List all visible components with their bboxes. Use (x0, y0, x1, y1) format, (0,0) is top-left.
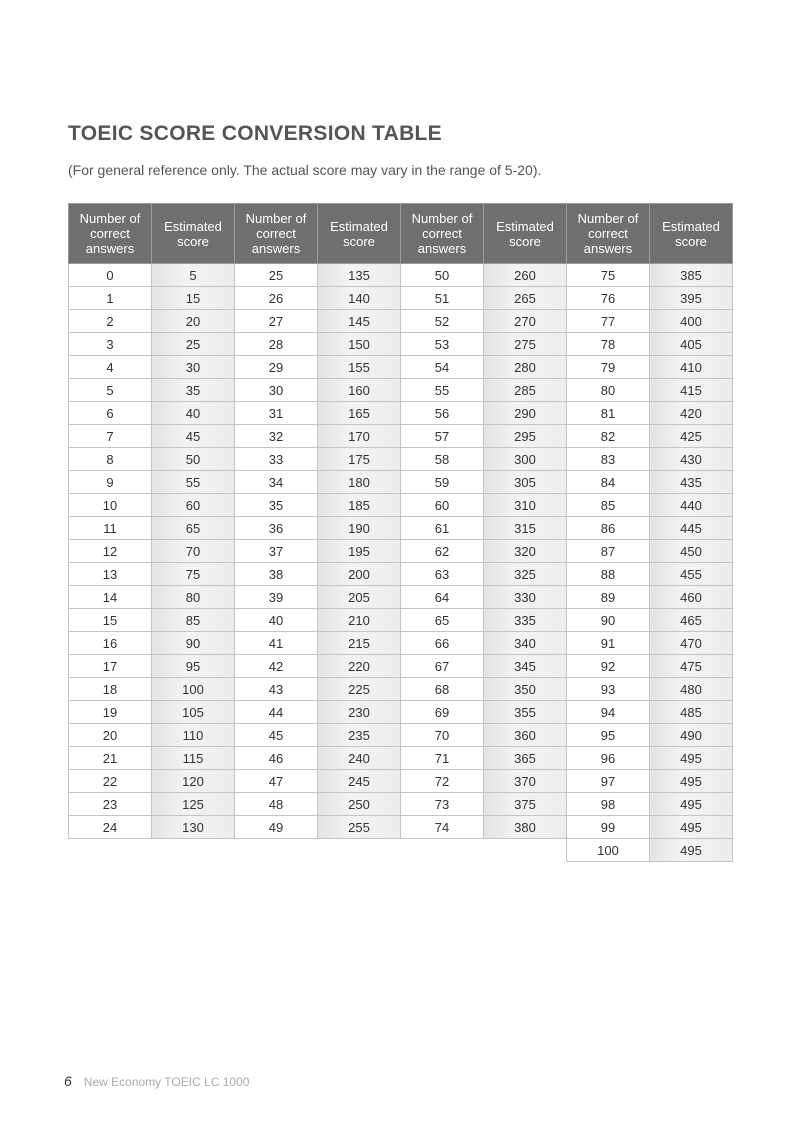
header-correct-answers: Number of correct answers (567, 204, 650, 264)
correct-answers-cell: 87 (567, 540, 650, 563)
empty-cell (235, 839, 401, 862)
estimated-score-cell: 475 (650, 655, 733, 678)
estimated-score-cell: 445 (650, 517, 733, 540)
correct-answers-cell: 80 (567, 379, 650, 402)
estimated-score-cell: 250 (318, 793, 401, 816)
correct-answers-cell: 94 (567, 701, 650, 724)
footer (64, 1073, 249, 1089)
correct-answers-cell: 90 (567, 609, 650, 632)
estimated-score-cell: 50 (152, 448, 235, 471)
estimated-score-cell: 110 (152, 724, 235, 747)
estimated-score-cell: 205 (318, 586, 401, 609)
correct-answers-cell: 38 (235, 563, 318, 586)
correct-answers-cell: 99 (567, 816, 650, 839)
correct-answers-cell: 68 (401, 678, 484, 701)
estimated-score-cell: 305 (484, 471, 567, 494)
header-estimated-score: Estimated score (318, 204, 401, 264)
correct-answers-cell: 1 (69, 287, 152, 310)
correct-answers-cell: 60 (401, 494, 484, 517)
correct-answers-cell: 91 (567, 632, 650, 655)
correct-answers-cell: 21 (69, 747, 152, 770)
table-row (69, 609, 733, 632)
correct-answers-cell: 11 (69, 517, 152, 540)
table-row (69, 839, 733, 862)
estimated-score-cell: 400 (650, 310, 733, 333)
correct-answers-cell: 0 (69, 264, 152, 287)
estimated-score-cell: 275 (484, 333, 567, 356)
correct-answers-cell: 20 (69, 724, 152, 747)
estimated-score-cell: 380 (484, 816, 567, 839)
estimated-score-cell: 435 (650, 471, 733, 494)
correct-answers-cell: 46 (235, 747, 318, 770)
correct-answers-cell: 39 (235, 586, 318, 609)
empty-cell (401, 839, 567, 862)
correct-answers-cell: 85 (567, 494, 650, 517)
correct-answers-cell: 79 (567, 356, 650, 379)
page-number: 6 (64, 1073, 72, 1089)
correct-answers-cell: 75 (567, 264, 650, 287)
correct-answers-cell: 48 (235, 793, 318, 816)
correct-answers-cell: 70 (401, 724, 484, 747)
estimated-score-cell: 195 (318, 540, 401, 563)
estimated-score-cell: 20 (152, 310, 235, 333)
estimated-score-cell: 450 (650, 540, 733, 563)
estimated-score-cell: 490 (650, 724, 733, 747)
table-row (69, 655, 733, 678)
estimated-score-cell: 375 (484, 793, 567, 816)
estimated-score-cell: 5 (152, 264, 235, 287)
estimated-score-cell: 190 (318, 517, 401, 540)
correct-answers-cell: 2 (69, 310, 152, 333)
correct-answers-cell: 49 (235, 816, 318, 839)
estimated-score-cell: 420 (650, 402, 733, 425)
estimated-score-cell: 25 (152, 333, 235, 356)
correct-answers-cell: 59 (401, 471, 484, 494)
header-estimated-score: Estimated score (650, 204, 733, 264)
estimated-score-cell: 200 (318, 563, 401, 586)
estimated-score-cell: 55 (152, 471, 235, 494)
header-correct-answers: Number of correct answers (69, 204, 152, 264)
estimated-score-cell: 430 (650, 448, 733, 471)
estimated-score-cell: 495 (650, 747, 733, 770)
correct-answers-cell: 40 (235, 609, 318, 632)
correct-answers-cell: 71 (401, 747, 484, 770)
correct-answers-cell: 13 (69, 563, 152, 586)
correct-answers-cell: 82 (567, 425, 650, 448)
correct-answers-cell: 19 (69, 701, 152, 724)
table-row (69, 448, 733, 471)
correct-answers-cell: 52 (401, 310, 484, 333)
correct-answers-cell: 81 (567, 402, 650, 425)
book-title: New Economy TOEIC LC 1000 (83, 1075, 250, 1089)
correct-answers-cell: 72 (401, 770, 484, 793)
correct-answers-cell: 36 (235, 517, 318, 540)
estimated-score-cell: 465 (650, 609, 733, 632)
correct-answers-cell: 98 (567, 793, 650, 816)
correct-answers-cell: 84 (567, 471, 650, 494)
correct-answers-cell: 9 (69, 471, 152, 494)
table-row (69, 333, 733, 356)
table-row (69, 402, 733, 425)
estimated-score-cell: 70 (152, 540, 235, 563)
estimated-score-cell: 140 (318, 287, 401, 310)
correct-answers-cell: 24 (69, 816, 152, 839)
correct-answers-cell: 43 (235, 678, 318, 701)
estimated-score-cell: 130 (152, 816, 235, 839)
correct-answers-cell: 26 (235, 287, 318, 310)
estimated-score-cell: 495 (650, 839, 733, 862)
correct-answers-cell: 18 (69, 678, 152, 701)
correct-answers-cell: 56 (401, 402, 484, 425)
estimated-score-cell: 255 (318, 816, 401, 839)
correct-answers-cell: 100 (567, 839, 650, 862)
estimated-score-cell: 45 (152, 425, 235, 448)
estimated-score-cell: 495 (650, 793, 733, 816)
estimated-score-cell: 90 (152, 632, 235, 655)
correct-answers-cell: 51 (401, 287, 484, 310)
correct-answers-cell: 69 (401, 701, 484, 724)
correct-answers-cell: 8 (69, 448, 152, 471)
estimated-score-cell: 105 (152, 701, 235, 724)
table-row (69, 494, 733, 517)
estimated-score-cell: 370 (484, 770, 567, 793)
estimated-score-cell: 220 (318, 655, 401, 678)
estimated-score-cell: 60 (152, 494, 235, 517)
correct-answers-cell: 67 (401, 655, 484, 678)
correct-answers-cell: 65 (401, 609, 484, 632)
estimated-score-cell: 355 (484, 701, 567, 724)
estimated-score-cell: 95 (152, 655, 235, 678)
table-row (69, 471, 733, 494)
estimated-score-cell: 320 (484, 540, 567, 563)
estimated-score-cell: 215 (318, 632, 401, 655)
table-row (69, 563, 733, 586)
correct-answers-cell: 77 (567, 310, 650, 333)
correct-answers-cell: 14 (69, 586, 152, 609)
correct-answers-cell: 34 (235, 471, 318, 494)
estimated-score-cell: 330 (484, 586, 567, 609)
table-row (69, 586, 733, 609)
estimated-score-cell: 325 (484, 563, 567, 586)
empty-cell (69, 839, 235, 862)
estimated-score-cell: 385 (650, 264, 733, 287)
estimated-score-cell: 285 (484, 379, 567, 402)
estimated-score-cell: 135 (318, 264, 401, 287)
correct-answers-cell: 63 (401, 563, 484, 586)
estimated-score-cell: 365 (484, 747, 567, 770)
estimated-score-cell: 485 (650, 701, 733, 724)
correct-answers-cell: 42 (235, 655, 318, 678)
estimated-score-cell: 265 (484, 287, 567, 310)
estimated-score-cell: 480 (650, 678, 733, 701)
estimated-score-cell: 230 (318, 701, 401, 724)
correct-answers-cell: 88 (567, 563, 650, 586)
correct-answers-cell: 78 (567, 333, 650, 356)
table-row (69, 770, 733, 793)
estimated-score-cell: 360 (484, 724, 567, 747)
header-estimated-score: Estimated score (484, 204, 567, 264)
correct-answers-cell: 86 (567, 517, 650, 540)
correct-answers-cell: 31 (235, 402, 318, 425)
correct-answers-cell: 55 (401, 379, 484, 402)
correct-answers-cell: 97 (567, 770, 650, 793)
estimated-score-cell: 160 (318, 379, 401, 402)
header-correct-answers: Number of correct answers (235, 204, 318, 264)
header-correct-answers: Number of correct answers (401, 204, 484, 264)
table-row (69, 747, 733, 770)
estimated-score-cell: 310 (484, 494, 567, 517)
correct-answers-cell: 30 (235, 379, 318, 402)
table-row (69, 310, 733, 333)
estimated-score-cell: 410 (650, 356, 733, 379)
correct-answers-cell: 44 (235, 701, 318, 724)
correct-answers-cell: 17 (69, 655, 152, 678)
estimated-score-cell: 15 (152, 287, 235, 310)
correct-answers-cell: 6 (69, 402, 152, 425)
estimated-score-cell: 40 (152, 402, 235, 425)
correct-answers-cell: 53 (401, 333, 484, 356)
estimated-score-cell: 415 (650, 379, 733, 402)
estimated-score-cell: 210 (318, 609, 401, 632)
table-row (69, 264, 733, 287)
estimated-score-cell: 495 (650, 816, 733, 839)
estimated-score-cell: 30 (152, 356, 235, 379)
correct-answers-cell: 29 (235, 356, 318, 379)
estimated-score-cell: 245 (318, 770, 401, 793)
table-row (69, 724, 733, 747)
correct-answers-cell: 16 (69, 632, 152, 655)
correct-answers-cell: 58 (401, 448, 484, 471)
header-estimated-score: Estimated score (152, 204, 235, 264)
estimated-score-cell: 165 (318, 402, 401, 425)
estimated-score-cell: 35 (152, 379, 235, 402)
estimated-score-cell: 455 (650, 563, 733, 586)
estimated-score-cell: 115 (152, 747, 235, 770)
estimated-score-cell: 145 (318, 310, 401, 333)
correct-answers-cell: 62 (401, 540, 484, 563)
table-row (69, 540, 733, 563)
estimated-score-cell: 460 (650, 586, 733, 609)
estimated-score-cell: 125 (152, 793, 235, 816)
correct-answers-cell: 27 (235, 310, 318, 333)
estimated-score-cell: 470 (650, 632, 733, 655)
correct-answers-cell: 41 (235, 632, 318, 655)
estimated-score-cell: 495 (650, 770, 733, 793)
estimated-score-cell: 65 (152, 517, 235, 540)
correct-answers-cell: 32 (235, 425, 318, 448)
estimated-score-cell: 440 (650, 494, 733, 517)
correct-answers-cell: 93 (567, 678, 650, 701)
correct-answers-cell: 23 (69, 793, 152, 816)
correct-answers-cell: 28 (235, 333, 318, 356)
correct-answers-cell: 96 (567, 747, 650, 770)
estimated-score-cell: 425 (650, 425, 733, 448)
estimated-score-cell: 235 (318, 724, 401, 747)
correct-answers-cell: 10 (69, 494, 152, 517)
table-row (69, 356, 733, 379)
estimated-score-cell: 405 (650, 333, 733, 356)
correct-answers-cell: 76 (567, 287, 650, 310)
page-title: TOEIC SCORE CONVERSION TABLE (68, 122, 442, 145)
estimated-score-cell: 155 (318, 356, 401, 379)
estimated-score-cell: 300 (484, 448, 567, 471)
correct-answers-cell: 66 (401, 632, 484, 655)
table-row (69, 379, 733, 402)
estimated-score-cell: 150 (318, 333, 401, 356)
correct-answers-cell: 22 (69, 770, 152, 793)
table-row (69, 632, 733, 655)
estimated-score-cell: 315 (484, 517, 567, 540)
estimated-score-cell: 280 (484, 356, 567, 379)
estimated-score-cell: 170 (318, 425, 401, 448)
correct-answers-cell: 54 (401, 356, 484, 379)
table-row (69, 287, 733, 310)
score-conversion-table (68, 203, 733, 862)
correct-answers-cell: 5 (69, 379, 152, 402)
correct-answers-cell: 33 (235, 448, 318, 471)
correct-answers-cell: 74 (401, 816, 484, 839)
correct-answers-cell: 64 (401, 586, 484, 609)
estimated-score-cell: 75 (152, 563, 235, 586)
correct-answers-cell: 35 (235, 494, 318, 517)
estimated-score-cell: 270 (484, 310, 567, 333)
correct-answers-cell: 89 (567, 586, 650, 609)
table-row (69, 517, 733, 540)
table-row (69, 701, 733, 724)
estimated-score-cell: 185 (318, 494, 401, 517)
estimated-score-cell: 225 (318, 678, 401, 701)
correct-answers-cell: 25 (235, 264, 318, 287)
estimated-score-cell: 335 (484, 609, 567, 632)
table-row (69, 678, 733, 701)
estimated-score-cell: 340 (484, 632, 567, 655)
table-row (69, 793, 733, 816)
estimated-score-cell: 260 (484, 264, 567, 287)
correct-answers-cell: 4 (69, 356, 152, 379)
correct-answers-cell: 47 (235, 770, 318, 793)
estimated-score-cell: 80 (152, 586, 235, 609)
estimated-score-cell: 290 (484, 402, 567, 425)
estimated-score-cell: 85 (152, 609, 235, 632)
correct-answers-cell: 15 (69, 609, 152, 632)
correct-answers-cell: 45 (235, 724, 318, 747)
correct-answers-cell: 50 (401, 264, 484, 287)
correct-answers-cell: 57 (401, 425, 484, 448)
estimated-score-cell: 180 (318, 471, 401, 494)
correct-answers-cell: 7 (69, 425, 152, 448)
estimated-score-cell: 120 (152, 770, 235, 793)
estimated-score-cell: 345 (484, 655, 567, 678)
estimated-score-cell: 100 (152, 678, 235, 701)
estimated-score-cell: 395 (650, 287, 733, 310)
estimated-score-cell: 295 (484, 425, 567, 448)
correct-answers-cell: 95 (567, 724, 650, 747)
correct-answers-cell: 61 (401, 517, 484, 540)
correct-answers-cell: 92 (567, 655, 650, 678)
correct-answers-cell: 37 (235, 540, 318, 563)
table-row (69, 425, 733, 448)
estimated-score-cell: 350 (484, 678, 567, 701)
estimated-score-cell: 175 (318, 448, 401, 471)
estimated-score-cell: 240 (318, 747, 401, 770)
correct-answers-cell: 3 (69, 333, 152, 356)
correct-answers-cell: 83 (567, 448, 650, 471)
correct-answers-cell: 73 (401, 793, 484, 816)
correct-answers-cell: 12 (69, 540, 152, 563)
subtitle-note: (For general reference only. The actual score may vary in the range of 5-20). (68, 162, 542, 178)
table-row (69, 816, 733, 839)
header-row (69, 204, 733, 264)
